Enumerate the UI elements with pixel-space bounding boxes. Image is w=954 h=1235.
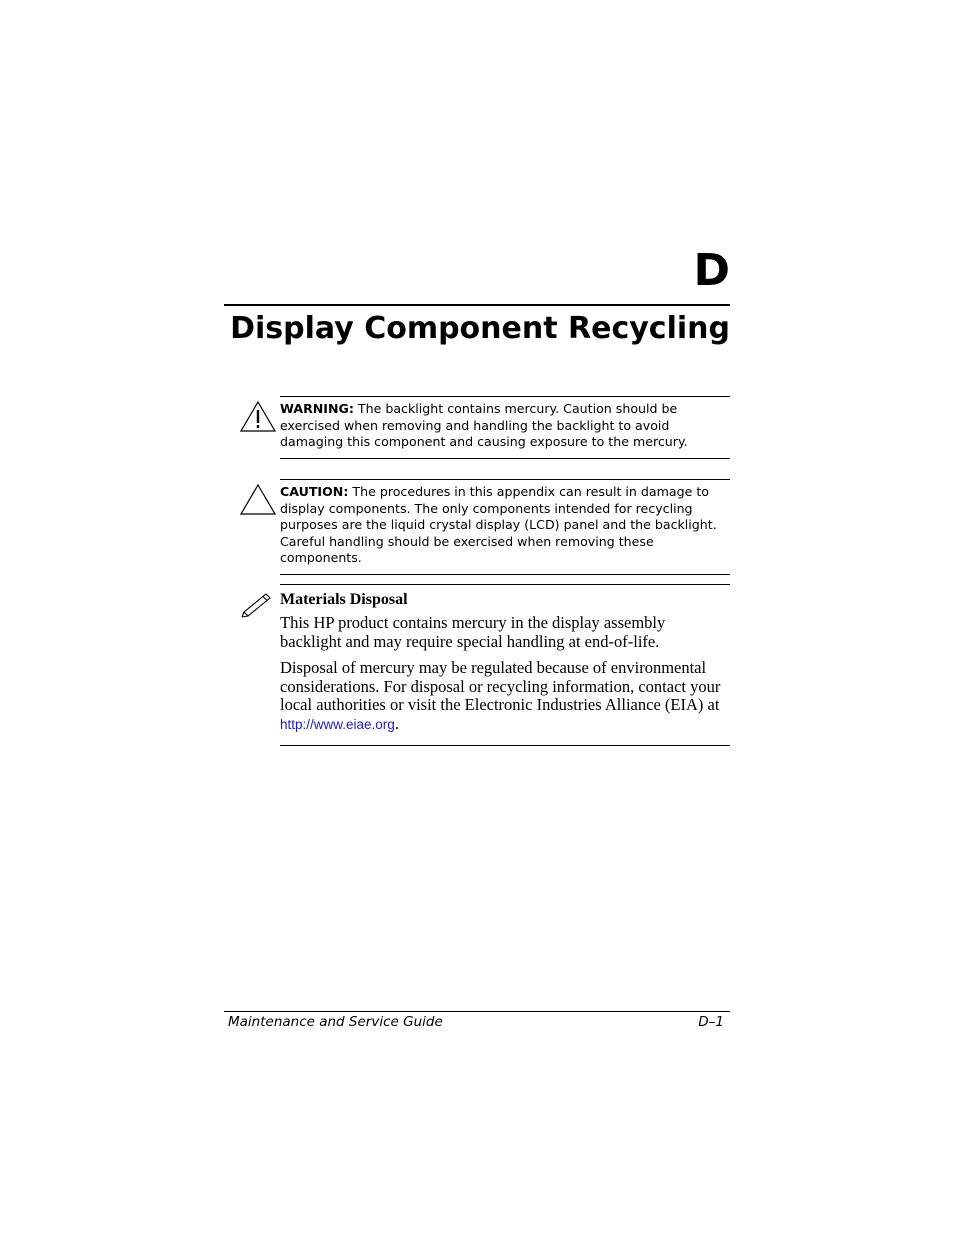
pencil-icon — [240, 592, 274, 618]
chapter-rule — [224, 304, 730, 306]
materials-paragraph-2-text: Disposal of mercury may be regulated because of environmental considerations. For disposal or recycling information, contact your local authorities or visit the Electronic Industries Alliance (EIA) at — [280, 658, 721, 715]
warning-triangle-icon — [240, 401, 276, 433]
warning-top-rule — [280, 396, 730, 397]
materials-paragraph-1: This HP product contains mercury in the display assembly backlight and may require special handling at end-of-life. — [280, 613, 666, 651]
caution-triangle-icon — [240, 484, 276, 516]
warning-bottom-rule — [280, 458, 730, 459]
materials-title: Materials Disposal — [280, 591, 408, 608]
materials-bottom-rule — [280, 745, 730, 746]
footer-rule — [224, 1011, 730, 1012]
materials-paragraph-2 — [280, 659, 730, 734]
caution-text: The procedures in this appendix can result in damage to display components. The only components intended for recycling purposes are the liquid crystal display (LCD) panel and the backlight. Careful handling should be exercised when removing these components. — [280, 484, 717, 566]
caution-label: CAUTION: — [280, 484, 349, 499]
footer-page-number: D–1 — [698, 1014, 724, 1030]
caution-top-rule — [280, 479, 730, 480]
warning-note — [280, 401, 730, 451]
footer-guide-title: Maintenance and Service Guide — [228, 1014, 443, 1030]
caution-note — [280, 484, 730, 567]
eia-link[interactable]: http://www.eiae.org — [280, 716, 395, 732]
warning-text: The backlight contains mercury. Caution should be exercised when removing and handling the backlight to avoid damaging this component and causing exposure to the mercury. — [280, 401, 688, 450]
chapter-title: Display Component Recycling — [230, 311, 730, 346]
materials-top-rule — [280, 584, 730, 585]
warning-label: WARNING: — [280, 401, 354, 416]
caution-bottom-rule — [280, 574, 730, 575]
materials-paragraph-2-end: . — [394, 713, 399, 733]
chapter-letter: D — [693, 245, 730, 296]
